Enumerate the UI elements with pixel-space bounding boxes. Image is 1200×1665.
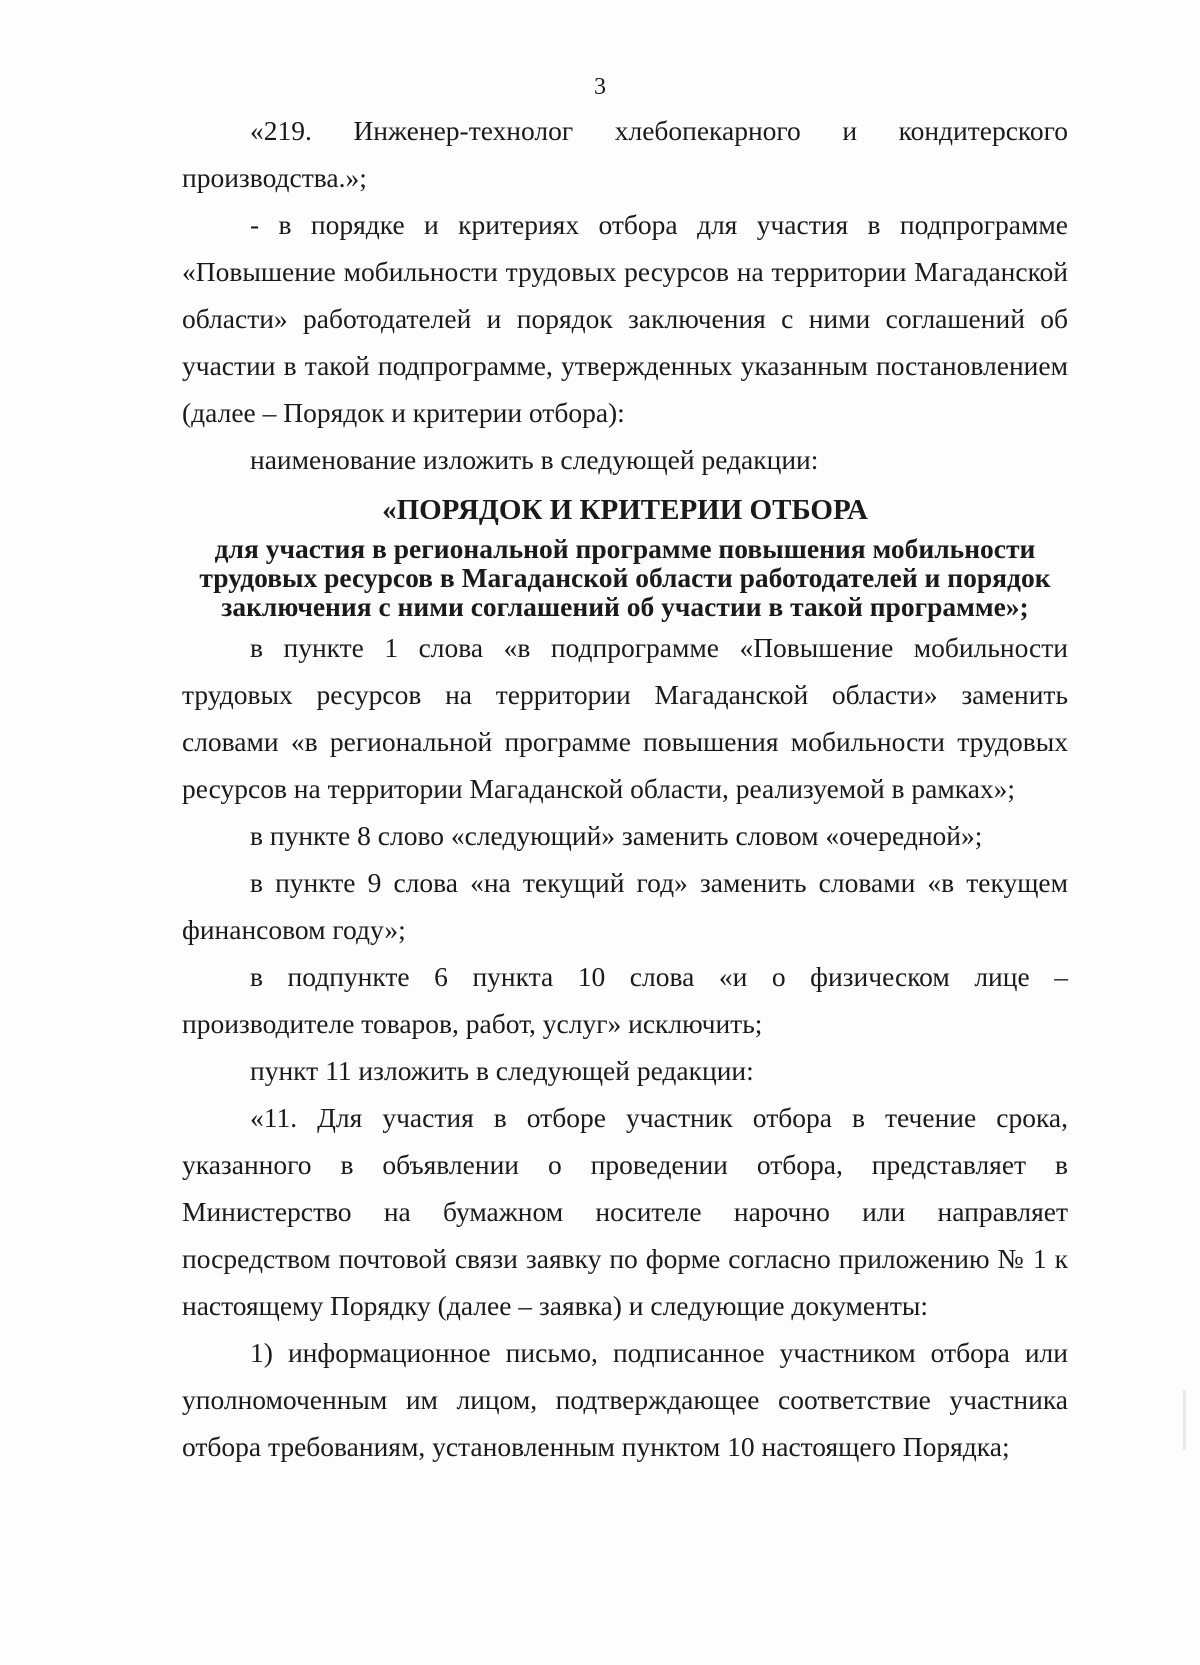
paragraph-title-change: наименование изложить в следующей редакции: [250,444,819,475]
paragraph-point-8: в пункте 8 слово «следующий» заменить словом «очередной»; [250,820,983,851]
paragraph-subpoint-6-point-10: в подпункте 6 пункта 10 слова «и о физическом лице – производителе товаров, работ, услуг» исключить; [182,961,1068,1039]
document-body [182,107,1068,1470]
paragraph-point-1: в пункте 1 слова «в подпрограмме «Повышение мобильности трудовых ресурсов на территории Магаданской области» заменить словами «в региональной программе повышения мобильности трудовых ресурсов на территории Магаданской области, реализуемой в рамках»; [182,632,1068,804]
paragraph-selection-procedure: - в порядке и критериях отбора для участия в подпрограмме «Повышение мобильности трудовых ресурсов на территории Магаданской области» работодателей и порядок заключения с ними соглашений об участии в такой подпрограмме, утвержденных указанным постановлением (далее – Порядок и критерии отбора): [182,209,1068,428]
paragraph-item-219-continuation: производства.»; [182,162,367,193]
paragraph-point-9: в пункте 9 слова «на текущий год» заменить словами «в текущем финансовом году»; [182,867,1068,945]
paragraph-point-11-item-1: 1) информационное письмо, подписанное участником отбора или уполномоченным им лицом, подтверждающее соответствие участника отбора требованиям, установленным пунктом 10 настоящего Порядка; [182,1337,1068,1462]
section-heading-main: «ПОРЯДОК И КРИТЕРИИ ОТБОРА [382,494,868,526]
page-number: 3 [594,74,606,100]
section-heading-sub: для участия в региональной программе повышения мобильности трудовых ресурсов в Магаданской области работодателей и порядок заключения с ними соглашений об участии в такой программе»; [199,533,1051,622]
paragraph-point-11-text: «11. Для участия в отборе участник отбора в течение срока, указанного в объявлении о проведении отбора, представляет в Министерство на бумажном носителе нарочно или направляет посредством почтовой связи заявку по форме согласно приложению № 1 к настоящему Порядку (далее – заявка) и следующие документы: [182,1102,1068,1321]
scan-edge-mark [1183,1390,1186,1450]
paragraph-item-219: «219. Инженер-технолог хлебопекарного и кондитерского [250,115,1068,146]
paragraph-point-11-intro: пункт 11 изложить в следующей редакции: [250,1055,754,1086]
